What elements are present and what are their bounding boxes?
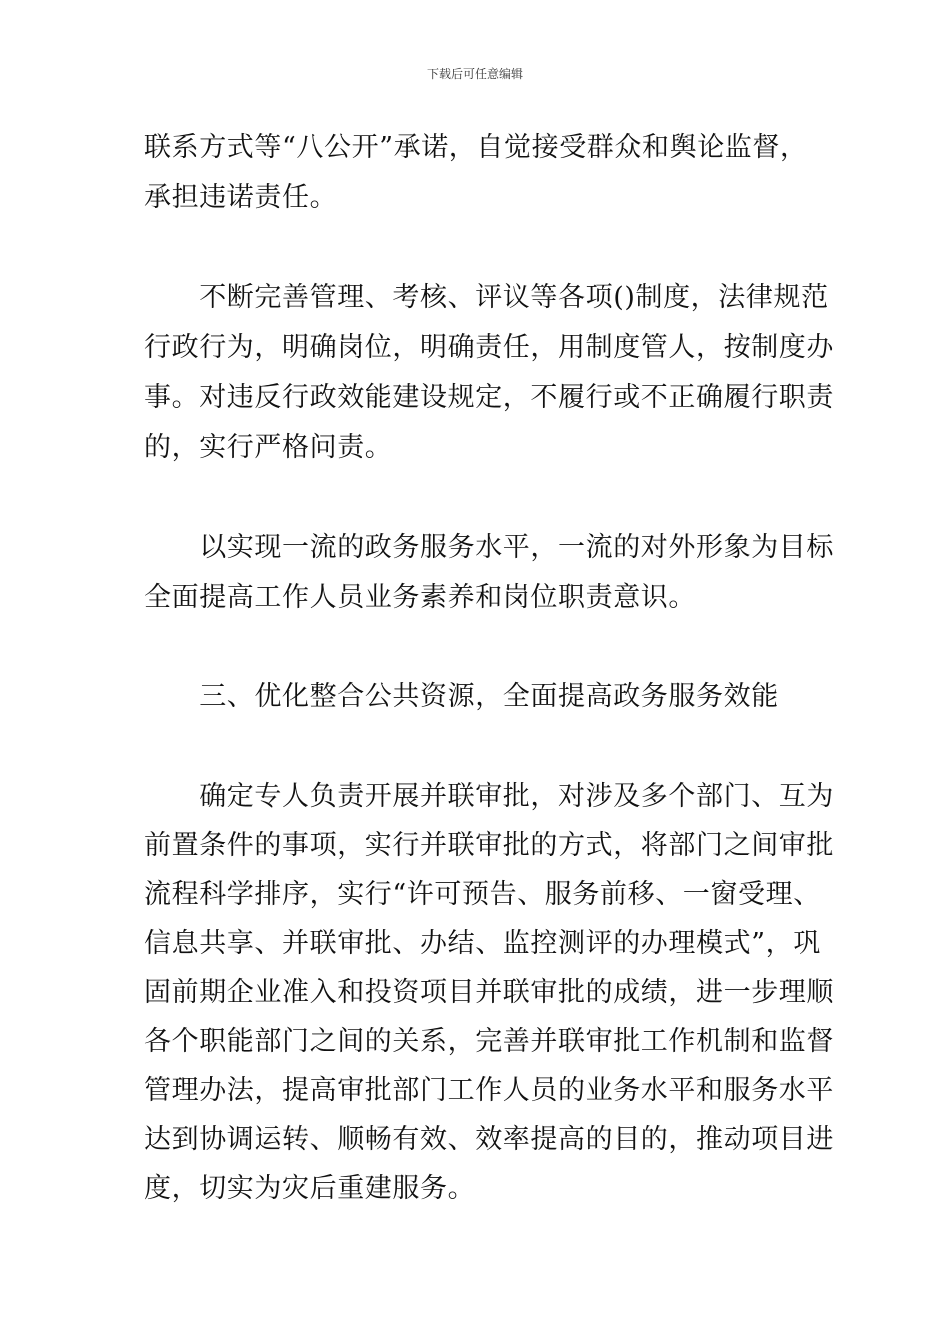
text-line: 承担违诺责任。	[144, 182, 338, 213]
text-line: 全面提高工作人员业务素养和岗位职责意识。	[144, 582, 696, 613]
page-header: 下载后可任意编辑	[426, 67, 523, 81]
text-line: 流程科学排序，实行“许可预告、服务前移、一窗受理、	[144, 879, 821, 910]
text-line: 各个职能部门之间的关系，完善并联审批工作机制和监督	[144, 1026, 834, 1057]
text-line: 信息共享、并联审批、办结、监控测评的办理模式”，巩	[144, 928, 821, 959]
text-line: 联系方式等“八公开”承诺，自觉接受群众和舆论监督，	[144, 132, 808, 163]
text-line: 固前期企业准入和投资项目并联审批的成绩，进一步理顺	[144, 977, 834, 1008]
text-line: 确定专人负责开展并联审批，对涉及多个部门、互为	[144, 781, 834, 812]
text-line: 不断完善管理、考核、评议等各项()制度，法律规范	[144, 282, 829, 313]
section-heading: 三、优化整合公共资源，全面提高政务服务效能	[144, 681, 779, 712]
text-line: 管理办法，提高审批部门工作人员的业务水平和服务水平	[144, 1075, 834, 1106]
text-line: 度，切实为灾后重建服务。	[144, 1173, 476, 1204]
text-line: 的，实行严格问责。	[144, 432, 393, 463]
text-line: 事。对违反行政效能建设规定，不履行或不正确履行职责	[144, 382, 834, 413]
text-line: 达到协调运转、顺畅有效、效率提高的目的，推动项目进	[144, 1124, 834, 1155]
text-line: 行政行为，明确岗位，明确责任，用制度管人，按制度办	[144, 332, 834, 363]
text-line: 以实现一流的政务服务水平，一流的对外形象为目标	[144, 532, 834, 563]
text-line: 前置条件的事项，实行并联审批的方式，将部门之间审批	[144, 830, 834, 861]
